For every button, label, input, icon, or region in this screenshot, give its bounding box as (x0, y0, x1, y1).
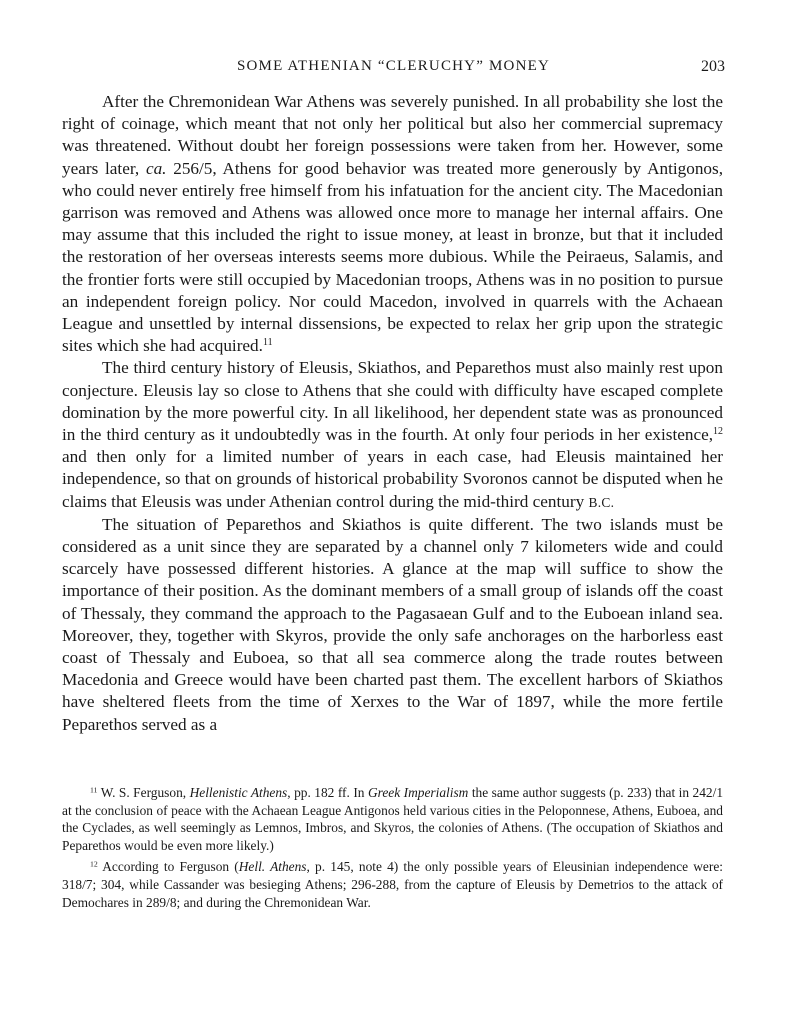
book-title-hell-athens: Hell. Athens (238, 859, 307, 875)
running-title: SOME ATHENIAN “CLERUCHY” MONEY (236, 58, 551, 74)
footnote-12-text-b: , p. 145, note 4) the only possible years of Eleusinian independence were: 318/7; 304, while Cassander was besieging Athens; 296-288, from the capture of Eleusis by Demetrios to the attack of Demochares in 289/8; and during the Chremonidean War. (62, 859, 723, 910)
footnote-12 (62, 858, 723, 911)
running-header (62, 58, 725, 80)
paragraph-1 (62, 91, 723, 357)
paragraph-1-text-a: After the Chremonidean War Athens was severely punished. In all probability she lost the right of coinage, which meant that not only her political but also her commercial supremacy was threatened. Without doubt her foreign possessions were taken from her. However, some years later, (62, 92, 723, 178)
circa-abbrev: ca. (145, 158, 167, 178)
page-number: 203 (701, 58, 725, 75)
book-title-hellenistic-athens: Hellenistic Athens (189, 785, 288, 800)
era-abbrev: B.C. (588, 494, 615, 510)
footnote-12-text-a: According to Ferguson ( (97, 859, 239, 875)
book-title-greek-imperialism: Greek Imperialism (367, 785, 469, 800)
footnote-11 (62, 784, 723, 854)
footnote-ref-12[interactable]: 12 (713, 426, 723, 438)
paragraph-3: The situation of Peparethos and Skiathos is quite different. The two islands must be considered as a unit since they are separated by a channel only 7 kilometers wide and could scarcely have possessed different histories. A glance at the map will suffice to show the importance of their position. As the dominant members of a small group of islands off the coast of Thessaly, they command the approach to the Pagasaean Gulf and to the Euboean inland sea. Moreover, they, together with Skyros, provide the only safe anchorages on the harborless east coast of Thessaly and Euboea, so that all sea commerce along the trade routes between Macedonia and Greece would have been charted past them. The excellent harbors of Skiathos have sheltered fleets from the time of Xerxes to the War of 1897, while the more fertile Peparethos served as a (62, 514, 723, 734)
footnote-number-11: 11 (90, 785, 98, 795)
footnote-11-text-a: W. S. Ferguson, (97, 785, 190, 800)
footnote-ref-11[interactable]: 11 (262, 337, 273, 349)
paragraph-2-text-a: The third century history of Eleusis, Skiathos, and Peparethos must also mainly rest upon conjecture. Eleusis lay so close to Athens that she could with difficulty have escaped complete domination by the more powerful city. In all likelihood, her dependent state was as pronounced in the third century as it undoubtedly was in the fourth. At only four periods in her existence, (62, 358, 723, 445)
paragraph-2 (62, 357, 723, 513)
body-text (62, 91, 723, 736)
footnote-11-text-b: , pp. 182 ff. In (287, 785, 368, 800)
footnote-number-12: 12 (90, 859, 98, 869)
footnotes (62, 784, 723, 915)
footnote-11-text-c: the same author suggests (p. 233) that in 242/1 at the conclusion of peace with the Achaean League Antigonos held various cities in the Peloponnese, Athens, Euboea, and the Cyclades, as well seemingly as Lemnos, Imbros, and Skyros, the colonies of Athens. (The occupation of Skiathos and Peparethos would be even more likely.) (62, 785, 724, 853)
paragraph-1-text-b: 256/5, Athens for good behavior was treated more generously by Antigonos, who could never entirely free himself from his infatuation for the ancient city. The Macedonian garrison was removed and Athens was allowed once more to manage her internal affairs. One may assume that this included the right to issue money, at least in bronze, but that it included the restoration of her overseas interests seems more dubious. While the Peiraeus, Salamis, and the frontier forts were still occupied by Macedonian troops, Athens was in no position to pursue an independent foreign policy. Nor could Macedon, involved in quarrels with the Achaean League and unsettled by internal dissensions, be expected to relax her grip upon the strategic sites which she had acquired. (62, 158, 723, 356)
paragraph-2-text-b: and then only for a limited number of years in each case, had Eleusis maintained her independence, so that on grounds of historical probability Svoronos cannot be disputed when he claims that Eleusis was under Athenian control during the mid-third century (62, 447, 723, 511)
